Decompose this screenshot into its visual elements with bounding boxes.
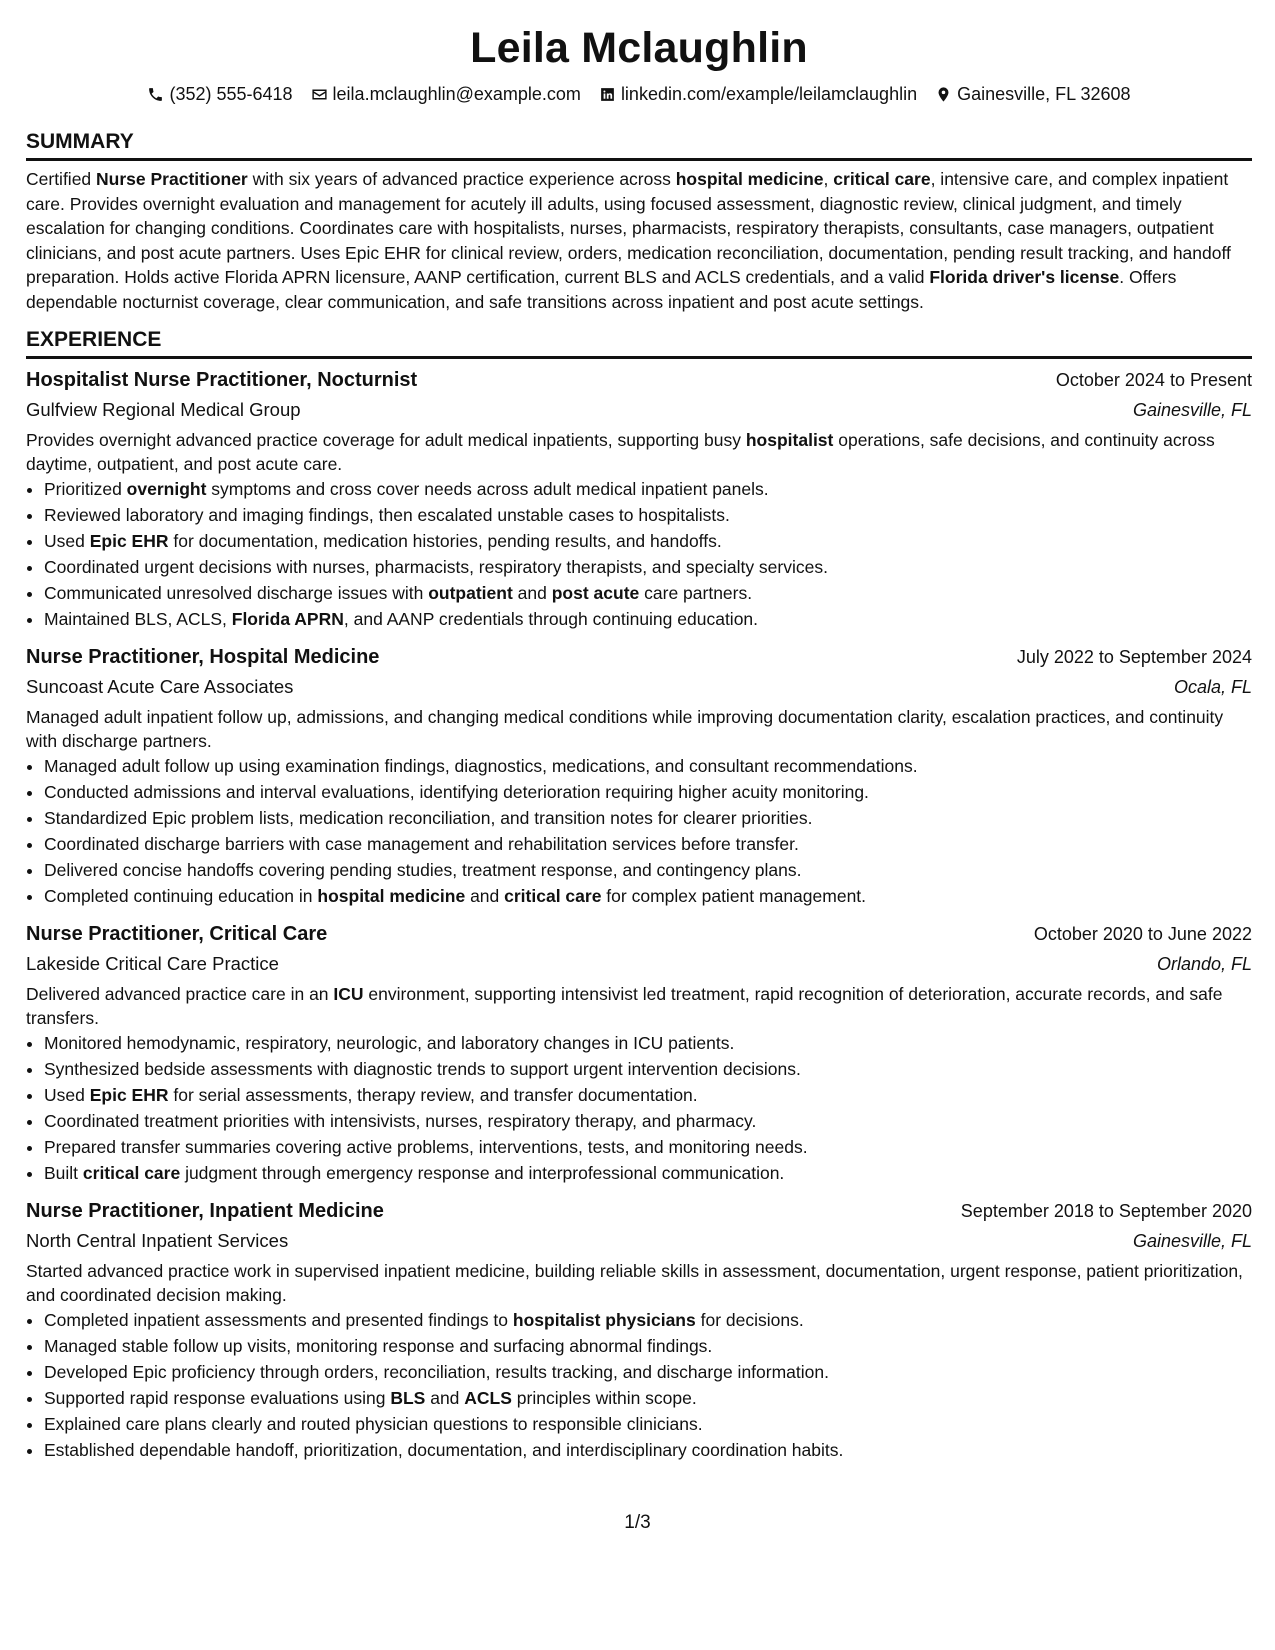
job-dates: September 2018 to September 2020: [960, 1201, 1252, 1221]
bullet-item: [44, 831, 1252, 857]
job-location: Gainesville, FL: [1132, 400, 1252, 420]
text-run: Delivered advanced practice care in an: [26, 984, 334, 1004]
text-run: and: [465, 886, 505, 906]
text-run: Used: [44, 531, 90, 551]
text-run: Completed inpatient assessments and presented findings to: [44, 1310, 513, 1330]
job-company-row: [26, 672, 1252, 702]
emphasis-text: critical care: [82, 1163, 181, 1183]
job-description: [26, 706, 1252, 753]
text-run: Provides overnight advanced practice coverage for adult medical inpatients, supporting busy: [26, 430, 746, 450]
contact-linkedin: [599, 82, 917, 106]
bullet-item: [44, 1108, 1252, 1134]
text-run: with six years of advanced practice experience across: [247, 169, 676, 189]
emphasis-text: critical care: [833, 169, 931, 189]
text-run: Monitored hemodynamic, respiratory, neurologic, and laboratory changes in ICU patients.: [44, 1033, 735, 1053]
bullet-item: [44, 1359, 1252, 1385]
job-location: Orlando, FL: [1156, 954, 1252, 974]
text-run: Synthesized bedside assessments with diagnostic trends to support urgent intervention decisions.: [44, 1059, 801, 1079]
text-run: Reviewed laboratory and imaging findings, then escalated unstable cases to hospitalists.: [44, 505, 730, 525]
bullet-item: [44, 805, 1252, 831]
job-bullets: [26, 1307, 1252, 1463]
company-name: Lakeside Critical Care Practice: [26, 953, 279, 974]
emphasis-text: Nurse Practitioner: [96, 169, 248, 189]
text-run: judgment through emergency response and interprofessional communication.: [180, 1163, 785, 1183]
emphasis-text: ACLS: [464, 1388, 512, 1408]
experience-heading: EXPERIENCE: [26, 326, 1252, 359]
job-entry: [26, 919, 1252, 1186]
emphasis-text: hospital medicine: [317, 886, 466, 906]
email-link[interactable]: leila.mclaughlin@example.com: [332, 84, 581, 104]
job-title: Nurse Practitioner, Critical Care: [26, 923, 328, 945]
linkedin-link[interactable]: linkedin.com/example/leilamclaughlin: [620, 84, 918, 104]
bullet-item: [44, 1160, 1252, 1186]
job-title: Hospitalist Nurse Practitioner, Nocturnist: [26, 369, 418, 391]
job-header-row: [26, 919, 1252, 949]
bullet-item: [44, 580, 1252, 606]
job-bullets: [26, 1030, 1252, 1186]
contact-bar: [26, 82, 1252, 106]
bullet-item: [44, 606, 1252, 632]
text-run: and: [425, 1388, 465, 1408]
resume-page: [26, 20, 1252, 1463]
emphasis-text: Epic EHR: [89, 531, 169, 551]
emphasis-text: Epic EHR: [89, 1085, 169, 1105]
emphasis-text: outpatient: [428, 583, 513, 603]
text-run: Supported rapid response evaluations using: [44, 1388, 391, 1408]
text-run: for complex patient management.: [601, 886, 867, 906]
job-title: Nurse Practitioner, Hospital Medicine: [26, 646, 380, 668]
contact-location: [935, 82, 1130, 106]
text-run: for documentation, medication histories, pending results, and handoffs.: [168, 531, 722, 551]
bullet-item: [44, 1437, 1252, 1463]
job-header-row: [26, 1196, 1252, 1226]
summary-heading: SUMMARY: [26, 128, 1252, 161]
company-name: Gulfview Regional Medical Group: [26, 399, 301, 420]
summary-paragraph: [26, 167, 1252, 314]
text-run: Established dependable handoff, prioritization, documentation, and interdisciplinary coordination habits.: [44, 1440, 844, 1460]
text-run: and: [512, 583, 552, 603]
candidate-name: Leila Mclaughlin: [470, 24, 808, 72]
emphasis-text: hospitalist: [745, 430, 834, 450]
job-location: Ocala, FL: [1173, 677, 1252, 697]
phone-icon: [147, 86, 164, 103]
text-run: ,: [823, 169, 834, 189]
bullet-item: [44, 883, 1252, 909]
bullet-item: [44, 1134, 1252, 1160]
bullet-item: [44, 1333, 1252, 1359]
emphasis-text: BLS: [390, 1388, 426, 1408]
bullet-item: [44, 528, 1252, 554]
text-run: Managed adult follow up using examination findings, diagnostics, medications, and consultant recommendations.: [44, 756, 918, 776]
job-entry: [26, 365, 1252, 632]
job-description: [26, 1260, 1252, 1307]
text-run: for serial assessments, therapy review, and transfer documentation.: [168, 1085, 698, 1105]
text-run: Prioritized: [44, 479, 127, 499]
job-dates: July 2022 to September 2024: [1016, 647, 1252, 667]
text-run: Certified: [26, 169, 97, 189]
text-run: Completed continuing education in: [44, 886, 318, 906]
bullet-item: [44, 476, 1252, 502]
job-dates: October 2020 to June 2022: [1033, 924, 1252, 944]
job-entry: [26, 1196, 1252, 1463]
text-run: Developed Epic proficiency through orders, reconciliation, results tracking, and discharge information.: [44, 1362, 829, 1382]
emphasis-text: critical care: [504, 886, 602, 906]
job-header-row: [26, 642, 1252, 672]
bullet-item: [44, 1056, 1252, 1082]
phone-text[interactable]: (352) 555-6418: [169, 84, 293, 104]
text-run: , intensive care, and complex inpatient care. Provides overnight evaluation and management for acutely ill adults, using focused assessment, diagnostic review, clinical judgment, and timely escalation for changing conditions. Coordinates care with hospitalists, nurses, pharmacists, respiratory therapists, consultants, case managers, outpatient clinicians, and post acute partners. Uses Epic EHR for clinical review, orders, medication reconciliation, documentation, pending result tracking, and handoff preparation. Holds active Florida APRN licensure, AANP certification, current BLS and ACLS credentials, and a valid: [26, 169, 1231, 287]
page-number: 1/3: [624, 1512, 651, 1533]
experience-list: [26, 365, 1252, 1463]
bullet-item: [44, 1030, 1252, 1056]
emphasis-text: Florida driver's license: [929, 267, 1120, 287]
text-run: Built: [44, 1163, 83, 1183]
text-run: Managed adult inpatient follow up, admissions, and changing medical conditions while improving documentation clarity, escalation practices, and continuity with discharge partners.: [26, 707, 1224, 751]
text-run: . Offers dependable nocturnist coverage, clear communication, and safe transitions across inpatient and post acute settings.: [26, 267, 1177, 312]
text-run: symptoms and cross cover needs across adult medical inpatient panels.: [206, 479, 769, 499]
text-run: principles within scope.: [511, 1388, 697, 1408]
company-name: Suncoast Acute Care Associates: [26, 676, 294, 697]
job-company-row: [26, 949, 1252, 979]
text-run: Started advanced practice work in supervised inpatient medicine, building reliable skills in assessment, documentation, urgent response, patient prioritization, and coordinated decision making.: [26, 1261, 1243, 1305]
text-run: Delivered concise handoffs covering pending studies, treatment response, and contingency plans.: [44, 860, 802, 880]
job-description: [26, 983, 1252, 1030]
envelope-icon: [311, 86, 328, 103]
contact-phone: [147, 82, 292, 106]
text-run: , and AANP credentials through continuing education.: [343, 609, 759, 629]
text-run: Conducted admissions and interval evaluations, identifying deterioration requiring higher acuity monitoring.: [44, 782, 869, 802]
bullet-item: [44, 857, 1252, 883]
emphasis-text: overnight: [126, 479, 207, 499]
bullet-item: [44, 1411, 1252, 1437]
contact-email: [311, 82, 581, 106]
text-run: Coordinated discharge barriers with case management and rehabilitation services before transfer.: [44, 834, 799, 854]
job-company-row: [26, 395, 1252, 425]
bullet-item: [44, 779, 1252, 805]
text-run: Coordinated treatment priorities with intensivists, nurses, respiratory therapy, and pharmacy.: [44, 1111, 757, 1131]
bullet-item: [44, 502, 1252, 528]
text-run: Standardized Epic problem lists, medication reconciliation, and transition notes for clearer priorities.: [44, 808, 813, 828]
text-run: Coordinated urgent decisions with nurses, pharmacists, respiratory therapists, and specialty services.: [44, 557, 828, 577]
text-run: care partners.: [639, 583, 753, 603]
job-entry: [26, 642, 1252, 909]
job-bullets: [26, 753, 1252, 909]
company-name: North Central Inpatient Services: [26, 1230, 289, 1251]
bullet-item: [44, 753, 1252, 779]
map-pin-icon: [935, 86, 952, 103]
location-text: Gainesville, FL 32608: [957, 84, 1131, 104]
text-run: Explained care plans clearly and routed physician questions to responsible clinicians.: [44, 1414, 703, 1434]
emphasis-text: hospitalist physicians: [512, 1310, 696, 1330]
text-run: Used: [44, 1085, 90, 1105]
text-run: operations, safe decisions, and continuity across daytime, outpatient, and post acute care.: [26, 430, 1215, 474]
emphasis-text: ICU: [333, 984, 364, 1004]
job-bullets: [26, 476, 1252, 632]
bullet-item: [44, 1082, 1252, 1108]
emphasis-text: hospital medicine: [675, 169, 824, 189]
text-run: Communicated unresolved discharge issues with: [44, 583, 429, 603]
bullet-item: [44, 1307, 1252, 1333]
text-run: Prepared transfer summaries covering active problems, interventions, tests, and monitoring needs.: [44, 1137, 808, 1157]
text-run: Managed stable follow up visits, monitoring response and surfacing abnormal findings.: [44, 1336, 713, 1356]
job-description: [26, 429, 1252, 476]
job-dates: October 2024 to Present: [1055, 370, 1252, 390]
bullet-item: [44, 554, 1252, 580]
emphasis-text: Florida APRN: [231, 609, 344, 629]
text-run: for decisions.: [695, 1310, 804, 1330]
job-title: Nurse Practitioner, Inpatient Medicine: [26, 1200, 384, 1222]
text-run: environment, supporting intensivist led treatment, rapid recognition of deterioration, accurate records, and safe transfers.: [26, 984, 1223, 1028]
bullet-item: [44, 1385, 1252, 1411]
job-location: Gainesville, FL: [1132, 1231, 1252, 1251]
job-header-row: [26, 365, 1252, 395]
text-run: Maintained BLS, ACLS,: [44, 609, 232, 629]
emphasis-text: post acute: [551, 583, 640, 603]
linkedin-icon: [599, 86, 616, 103]
job-company-row: [26, 1226, 1252, 1256]
